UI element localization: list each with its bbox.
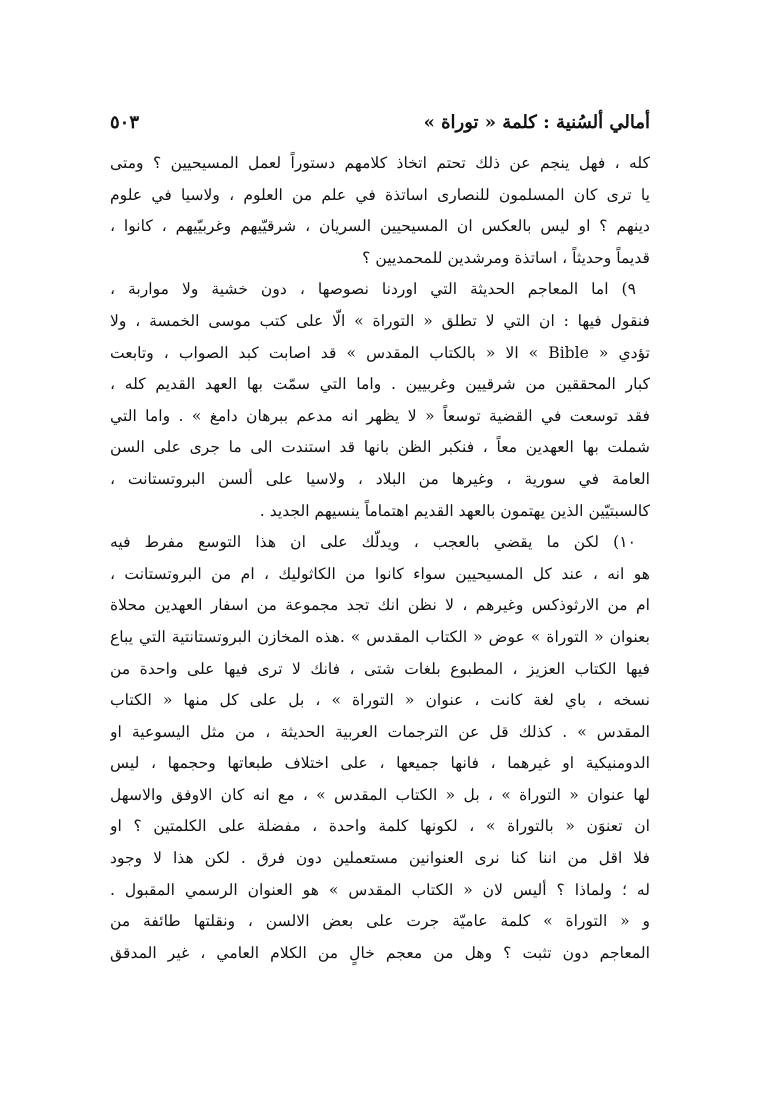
text-line: كبار المحققين من شرقيين وغربيين . واما التي سمّت بها العهد القديم كله ، [110, 375, 650, 394]
text-line: فلا اقل من اننا كنا نرى العنوانين مستعملين دون فرق . لكن هذا لا وجود [110, 849, 650, 868]
text-line: تؤدي « Bible » الا « بالكتاب المقدس » قد اصابت كبد الصواب ، وتابعت [110, 343, 650, 362]
running-title: أمالي ألسُنية : كلمة « توراة » [423, 112, 650, 133]
page-number: ٥٠٣ [110, 112, 140, 133]
body-text [110, 148, 650, 969]
text-line: ام من الارثوذكس وغيرهم ، لا نظن انك تجد مجموعة من اسفار العهدين محلاة [110, 596, 650, 615]
paragraph-9-start: ٩) اما المعاجم الحديثة التي اوردنا نصوصها ، دون خشية ولا مواربة ، [110, 280, 636, 299]
text-line: العامة في سورية ، وغيرها من البلاد ، ولاسيا على ألسن البروتستانت ، [110, 469, 650, 488]
text-line: كله ، فهل ينجم عن ذلك تحتم اتخاذ كلامهم دستوراً لعمل المسيحيين ؟ ومتى [110, 154, 650, 172]
text-line: شملت بها العهدين معاً ، فنكبر الظن بانها قد استندت الى ما جرى على السن [110, 438, 650, 457]
text-line: قديماً وحديثاً ، اساتذة ومرشدين للمحمديين ؟ [362, 248, 650, 267]
text-line: المقدس » . كذلك قل عن الترجمات العربية الحديثة ، من مثل اليسوعية او [110, 722, 650, 741]
text-line: فيها الكتاب العزيز ، المطبوع بلغات شتى ، فانك لا ترى فيها على واحدة من [110, 659, 650, 678]
text-line: نسخه ، باي لغة كانت ، عنوان « التوراة » ، بل على كل منها « الكتاب [110, 691, 650, 710]
text-line: لها عنوان « التوراة » ، بل « الكتاب المقدس » ، مع انه كان الاوفق والاسهل [110, 785, 650, 804]
text-line: المعاجم دون تثبت ؟ وهل من معجم خالٍ من الكلام العامي ، غير المدقق [110, 943, 650, 962]
text-line: يا ترى كان المسلمون للنصارى اساتذة في علم من العلوم ، ولاسيا في علوم [110, 185, 650, 204]
text-line: له ؛ ولماذا ؟ أليس لان « الكتاب المقدس » هو العنوان الرسمي المقبول . [110, 880, 650, 899]
text-line: و « التوراة » كلمة عاميّة جرت على بعض الالسن ، ونقلتها طائفة من [110, 912, 650, 931]
text-line: هو انه ، عند كل المسيحيين سواء كانوا من الكاثوليك ، ام من البروتستانت ، [110, 564, 650, 583]
text-line: كالسبتيّين الذين يهتمون بالعهد القديم اهتماماً ينسيهم الجديد . [259, 501, 650, 520]
text-line: فقد توسعت في القضية توسعاً « لا يظهر انه مدعم ببرهان دامغ » . واما التي [110, 406, 650, 425]
text-line: بعنوان « التوراة » عوض « الكتاب المقدس » .هذه المخازن البروتستانتية التي يباع [110, 627, 650, 646]
text-line: دينهم ؟ او ليس بالعكس ان المسيحيين السريان ، شرقيّيهم وغربيّيهم ، كانوا ، [110, 217, 650, 236]
text-line: ان تعنوَن « بالتوراة » ، لكونها كلمة واحدة ، مفضلة على الكلمتين ؟ او [110, 817, 650, 836]
paragraph-10-start: ١٠) لكن ما يقضي بالعجب ، ويدلّك على ان هذا التوسع مفرط فيه [110, 533, 636, 552]
text-line: فنقول فيها : ان التي لا تطلق « التوراة » الّا على كتب موسى الخمسة ، ولا [110, 311, 650, 330]
text-line: الدومنيكية او غيرهما ، فانها جميعها ، على اختلاف طبعاتها وحجمها ، ليس [110, 754, 650, 773]
running-header [110, 112, 650, 146]
